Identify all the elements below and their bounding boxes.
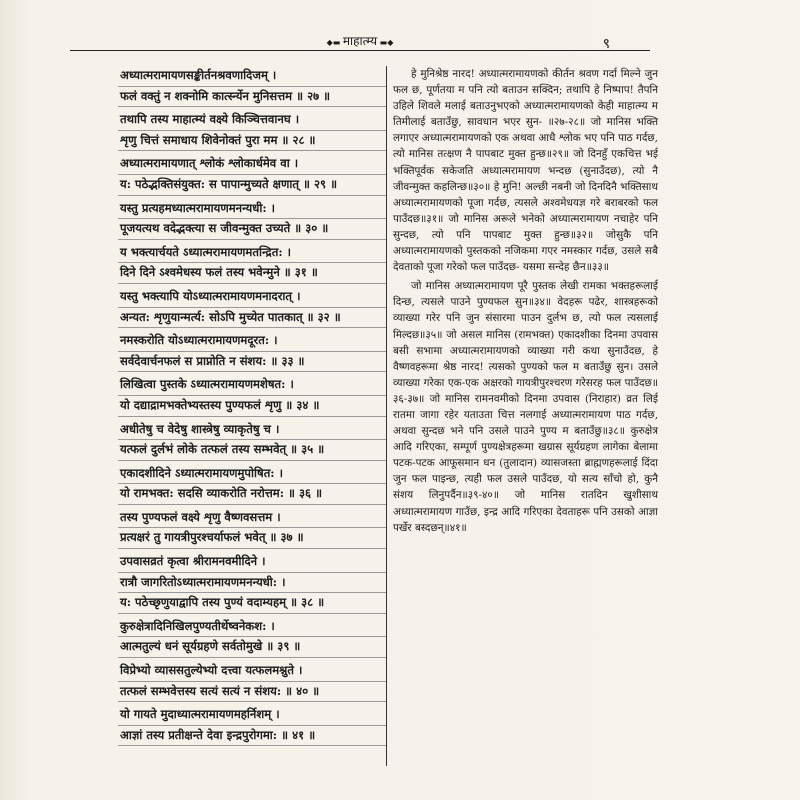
verse-line: अन्यत: शृणुयान्मर्त्य: सोऽपि मुच्येत पातकात्‌ ॥ ३२ ॥ [118, 308, 386, 329]
verse-line: सर्वदेवार्चनफलं स प्राप्नोति न संशय: ॥ ३३ ॥ [118, 352, 386, 373]
verse-line: शृणु चित्तं समाधाय शिवेनोक्तं पुरा मम ॥ २८ ॥ [118, 131, 386, 152]
verse-line: पूजयत्यथ वदेद्भक्त्या स जीवन्मुक्त उच्यते ॥ ३० ॥ [118, 219, 386, 240]
verse-line: अध्यात्मरामायणसङ्कीर्तनश्रवणादिजम्‌ । [118, 66, 386, 87]
verse-line: उपवासव्रतं कृत्वा श्रीरामनवमीदिने । [118, 552, 386, 573]
verse-line: य: पठेच्छृणुयाद्वापि तस्य पुण्यं वदाम्यहम्‌ ॥ ३८ ॥ [118, 593, 386, 614]
verse-line: य: पठेद्भक्तिसंयुक्त: स पापान्मुच्यते क्षणात्‌ ॥ २९ ॥ [118, 175, 386, 196]
page-number: ९ [602, 36, 610, 52]
verse-line: प्रत्यक्षरं तु गायत्रीपुरश्चर्याफलं भवेत्‌ ॥ ३७ ॥ [118, 528, 386, 549]
translation-paragraph: हे मुनिश्रेष्ठ नारद! अध्यात्मरामायणको कीर्तन श्रवण गर्दा मिल्ने जुन फल छ, पूर्णतया म पनि त्यो बताउन सक्दिन; तथापि हे निष्पाप! तैपनि उहिले शिवले मलाई बताउनुभएको अध्यात्मरामायणको केही माहात्म्य म तिमीलाई बताउँछु, सावधान भएर सुन- ॥२७-२८॥ जो मानिस भक्ति लगाएर अध्यात्मरामायणको एक अथवा आधै श्लोक भए पनि पाठ गर्दछ, त्यो मानिस तत्क्षण नै पापबाट मुक्त हुन्छ॥२९॥ जो दिनहुँ एकचित्त भई भक्तिपूर्वक सकेजति अध्यात्मरामायण भन्दछ (सुनाउँदछ), त्यो नै जीवन्मुक्त कहलिन्छ॥३०॥ हे मुनि! अल्छी नबनी जो दिनदिनै भक्तिसाथ अध्यात्मरामायणको पूजा गर्दछ, त्यसले अश्वमेधयज्ञ गरे बराबरको फल पाउँदछ॥३१॥ जो मानिस अरूले भनेको अध्यात्मरामायण नचाहेर पनि सुन्दछ, त्यो पनि पापबाट मुक्त हुन्छ॥३२॥ जोसुकै पनि अध्यात्मरामायणको पुस्तकको नजिकमा गएर नमस्कार गर्दछ, उसले सबै देवताको पूजा गरेको फल पाउँदछ- यसमा सन्देह छैन॥३३॥ [393, 68, 658, 274]
verse-line: अध्यात्मरामायणात्‌ श्लोकं श्लोकार्धमेव वा । [118, 154, 386, 175]
sanskrit-verses-column [118, 66, 387, 766]
verse-line: विप्रेभ्यो व्याससतुल्येभ्यो दत्त्वा यत्फलमश्नुते । [118, 661, 386, 682]
verse-line: यो रामभक्त: सदसि व्याकरोति नरोत्तम: ॥ ३६ ॥ [118, 484, 386, 505]
verse-line: यत्फलं दुर्लभं लोके तत्फलं तस्य सम्भवेत्‌ ॥ ३५ ॥ [118, 440, 386, 461]
nepali-translation-column [393, 66, 658, 536]
verse-line: यस्तु भक्त्यापि योऽध्यात्मरामायणमनादरात्‌ । [118, 287, 386, 308]
page-header [70, 30, 650, 51]
verse-line: फलं वक्तुं न शक्नोमि कार्त्स्न्येन मुनिसत्तम ॥ २७ ॥ [118, 87, 386, 108]
verse-line: दिने दिने ऽश्वमेधस्य फलं तस्य भवेन्मुने ॥ ३१ ॥ [118, 263, 386, 284]
verse-line: आज्ञां तस्य प्रतीक्षन्ते देवा इन्द्रपुरोगमा: ॥ ४१ ॥ [118, 726, 386, 747]
verse-line: रात्रौ जागरितोऽध्यात्मरामायणमनन्यधी: । [118, 573, 386, 594]
verse-line: तस्य पुण्यफलं वक्ष्ये शृणु वैष्णवसत्तम । [118, 508, 386, 529]
translation-paragraph: जो मानिस अध्यात्मरामायण पूरै पुस्तक लेखी रामका भक्तहरूलाई दिन्छ, त्यसले पाउने पुण्यफल सुन॥३४॥ वेदहरू पढेर, शास्त्रहरूको व्याख्या गरेर पनि जुन संसारमा पाउन दुर्लभ छ, त्यो फल त्यसलाई मिल्दछ॥३५॥ जो असल मानिस (रामभक्त) एकादशीका दिनमा उपवास बसी सभामा अध्यात्मरामायणको व्याख्या गरी कथा सुनाउँदछ, हे वैष्णवहरूमा श्रेष्ठ नारद! त्यसको पुण्यको फल म बताउँछु सुन। उसले व्याख्या गरेका एक-एक अक्षरको गायत्रीपुरश्चरण गरेसरह फल पाउँदछ॥३६-३७॥ जो मानिस रामनवमीको दिनमा उपवास (निराहार) व्रत लिई रातमा जागा रहेर यताउता चित्त नलगाई अध्यात्मरामायण पाठ गर्दछ, अथवा सुन्दछ भने पनि उसले पाउने पुण्य म बताउँछु॥३८॥ कुरुक्षेत्र आदि गरिएका, सम्पूर्ण पुण्यक्षेत्रहरूमा खग्रास सूर्यग्रहण लागेका बेलामा पटक-पटक आफूसमान धन (तुलादान) व्यासजस्ता ब्राह्मणहरूलाई दिंदा जुन फल पाइन्छ, त्यही फल उसले पाउँदछ, यो सत्य साँचो हो, कुनै संशय लिनुपर्दैन॥३९-४०॥ जो मानिस रातदिन खुशीसाथ अध्यात्मरामायण गाउँछ, इन्द्र आदि गरिएका देवताहरू पनि उसको आज्ञा पर्खेर बस्दछन्॥४१॥ [393, 280, 658, 534]
verse-line: आत्मतुल्यं धनं सूर्यग्रहणे सर्वतोमुखे ॥ ३९ ॥ [118, 637, 386, 658]
running-title: ◆▬ माहात्म्य ▬◆ [323, 32, 398, 49]
verse-line: तथापि तस्य माहात्म्यं वक्ष्ये किञ्चित्तवानघ । [118, 110, 386, 131]
verse-line: अधीतेषु च वेदेषु शास्त्रेषु व्याकृतेषु च । [118, 420, 386, 441]
verse-line: एकादशीदिने ऽध्यात्मरामायणमुपोषित: । [118, 464, 386, 485]
verse-line: नमस्करोति योऽध्यात्मरामायणमदूरत: । [118, 331, 386, 352]
verse-line: यो दद्याद्रामभक्तेभ्यस्तस्य पुण्यफलं शृणु ॥ ३४ ॥ [118, 396, 386, 417]
verse-line: तत्फलं सम्भवेत्तस्य सत्यं सत्यं न संशय: ॥ ४० ॥ [118, 682, 386, 703]
verse-line: कुरुक्षेत्रादिनिखिलपुण्यतीर्थेष्वनेकश: । [118, 617, 386, 638]
verse-line: यो गायते मुदाध्यात्मरामायणमहर्निशम्‌ । [118, 705, 386, 726]
verse-line: लिखित्वा पुस्तके ऽध्यात्मरामायणमशेषत: । [118, 375, 386, 396]
verse-line: यस्तु प्रत्यहमध्यात्मरामायणमनन्यधी: । [118, 199, 386, 220]
verse-line: य भक्त्यार्चयते ऽध्यात्मरामायणमतन्द्रित: । [118, 243, 386, 264]
